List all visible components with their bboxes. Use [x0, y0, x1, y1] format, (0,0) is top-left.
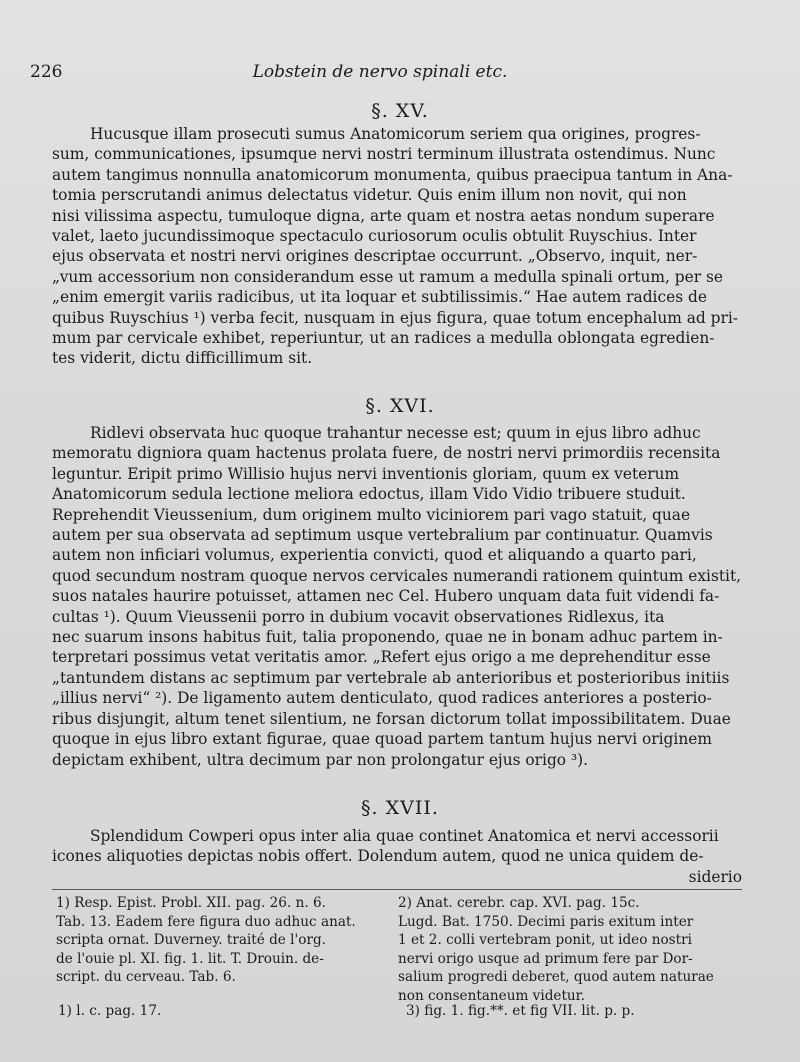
text-line: ribus disjungit, altum tenet silentium, ne forsan dictorum tollat impossibilitatem. Duae: [52, 709, 731, 728]
text-line: sum, communicationes, ipsumque nervi nostri terminum illustrata ostendimus. Nunc: [52, 145, 716, 164]
footnote-line: de l'ouie pl. XI. fig. 1. lit. T. Drouin. de-: [56, 950, 324, 967]
text-line: „illius nervi“ ²). De ligamento autem denticulato, quod radices anteriores a posterio-: [52, 689, 712, 708]
footnote-divider: [52, 889, 742, 890]
footnote-line: scripta ornat. Duverney. traité de l'org.: [56, 932, 326, 949]
section-heading-xv: §. XV.: [371, 100, 429, 122]
running-head: [30, 62, 730, 86]
text-line: siderio: [688, 867, 742, 886]
text-line: Anatomicorum sedula lectione meliora edoctus, illam Vido Vidio tribuere studuit.: [52, 485, 686, 504]
text-line: Reprehendit Vieussenium, dum originem multo viciniorem pari vago statuit, quae: [52, 505, 691, 524]
text-line: autem tangimus nonnulla anatomicorum monumenta, quibus praecipua tantum in Ana-: [52, 165, 733, 184]
text-line: memoratu digniora quam hactenus prolata fuere, de nostri nervi primordiis recensita: [52, 444, 721, 463]
running-title: Lobstein de nervo spinali etc.: [252, 62, 508, 82]
paragraph-section-xvii: [52, 826, 742, 887]
footnote-line: Lugd. Bat. 1750. Decimi paris exitum inter: [398, 913, 694, 930]
text-line: autem per sua observata ad septimum usque vertebralium par continuatur. Quamvis: [52, 526, 713, 545]
footnote-line: non consentaneum videtur.: [398, 987, 585, 1004]
text-line: quoque in ejus libro extant figurae, quae quoad partem tantum hujus nervi originem: [52, 730, 712, 749]
text-line: depictam exhibent, ultra decimum par non prolongatur ejus origo ³).: [52, 750, 589, 769]
text-line: ejus observata et nostri nervi origines descriptae occurrunt. „Observo, inquit, ner-: [52, 247, 698, 266]
text-line: quibus Ruyschius ¹) verba fecit, nusquam in ejus figura, quae totum encephalum ad pri-: [52, 308, 738, 327]
text-line: valet, laeto jucundissimoque spectaculo curiosorum oculis obtulit Ruyschius. Inter: [52, 227, 697, 246]
text-line: nisi vilissima aspectu, tumuloque digna, arte quam et nostra aetas nondum superare: [52, 206, 715, 225]
text-line: quod secundum nostram quoque nervos cervicales numerandi rationem quintum existit,: [52, 566, 742, 585]
text-line: „enim emergit variis radicibus, ut ita loquar et subtilissimis.“ Hae autem radices de: [52, 288, 707, 307]
footnote-line: nervi origo usque ad primum fere par Dor-: [398, 950, 693, 967]
text-line: Ridlevi observata huc quoque trahantur necesse est; quum in ejus libro adhuc: [90, 424, 701, 442]
text-line: terpretari possimus vetat veritatis amor. „Refert ejus origo a me deprehenditur esse: [52, 648, 711, 667]
page-number: 226: [30, 62, 63, 82]
footnote-bottom-right: 3) fig. 1. fig.**. et fig VII. lit. p. p.: [406, 1003, 635, 1019]
footnote-line: 1 et 2. colli vertebram ponit, ut ideo nostri: [398, 932, 692, 949]
text-line: „vum accessorium non considerandum esse ut ramum a medulla spinali ortum, per se: [52, 267, 723, 286]
text-line: Splendidum Cowperi opus inter alia quae continet Anatomica et nervi accessorii: [90, 827, 719, 845]
text-line: nec suarum insons habitus fuit, talia proponendo, quae ne in bonam adhuc partem in-: [52, 628, 723, 647]
section-heading-xvi: §. XVI.: [365, 395, 435, 417]
paragraph-section-xv: [52, 124, 742, 369]
text-line: leguntur. Eripit primo Willisio hujus nervi inventionis gloriam, quum ex veterum: [52, 464, 680, 483]
text-line: autem non inficiari volumus, experientia convicti, quod et aliquando a quarto pari,: [52, 546, 697, 565]
footnotes-right: [398, 894, 716, 1006]
text-line: „tantundem distans ac septimum par vertebrale ab anterioribus et posterioribus initiis: [52, 668, 730, 687]
footnote-bottom-left: 1) l. c. pag. 17.: [58, 1003, 162, 1019]
footnote-line: script. du cerveau. Tab. 6.: [56, 969, 236, 986]
text-line: icones aliquoties depictas nobis offert. Dolendum autem, quod ne unica quidem de-: [52, 847, 704, 866]
footnote-line: 1) Resp. Epist. Probl. XII. pag. 26. n. 6.: [56, 895, 326, 911]
footnote-line: 2) Anat. cerebr. cap. XVI. pag. 15c.: [398, 895, 640, 911]
text-line: tomia perscrutandi animus delectatus videtur. Quis enim illum non novit, qui non: [52, 186, 687, 205]
paragraph-section-xvi: [52, 423, 742, 770]
footnote-line: salium progredi deberet, quod autem naturae: [398, 969, 714, 986]
text-line: Hucusque illam prosecuti sumus Anatomicorum seriem qua origines, progres-: [90, 125, 701, 143]
text-line: mum par cervicale exhibet, reperiuntur, ut an radices a medulla oblongata egredien-: [52, 329, 715, 348]
section-heading-xvii: §. XVII.: [361, 797, 439, 819]
text-line: tes viderit, dictu difficillimum sit.: [52, 349, 313, 368]
text-line: cultas ¹). Quum Vieussenii porro in dubium vocavit observationes Ridlexus, ita: [52, 607, 665, 626]
text-line: suos natales haurire potuisset, attamen nec Cel. Hubero unquam data fuit videndi fa-: [52, 587, 720, 606]
footnotes-left: [56, 894, 374, 987]
footnote-line: Tab. 13. Eadem fere figura duo adhuc anat.: [56, 913, 356, 930]
